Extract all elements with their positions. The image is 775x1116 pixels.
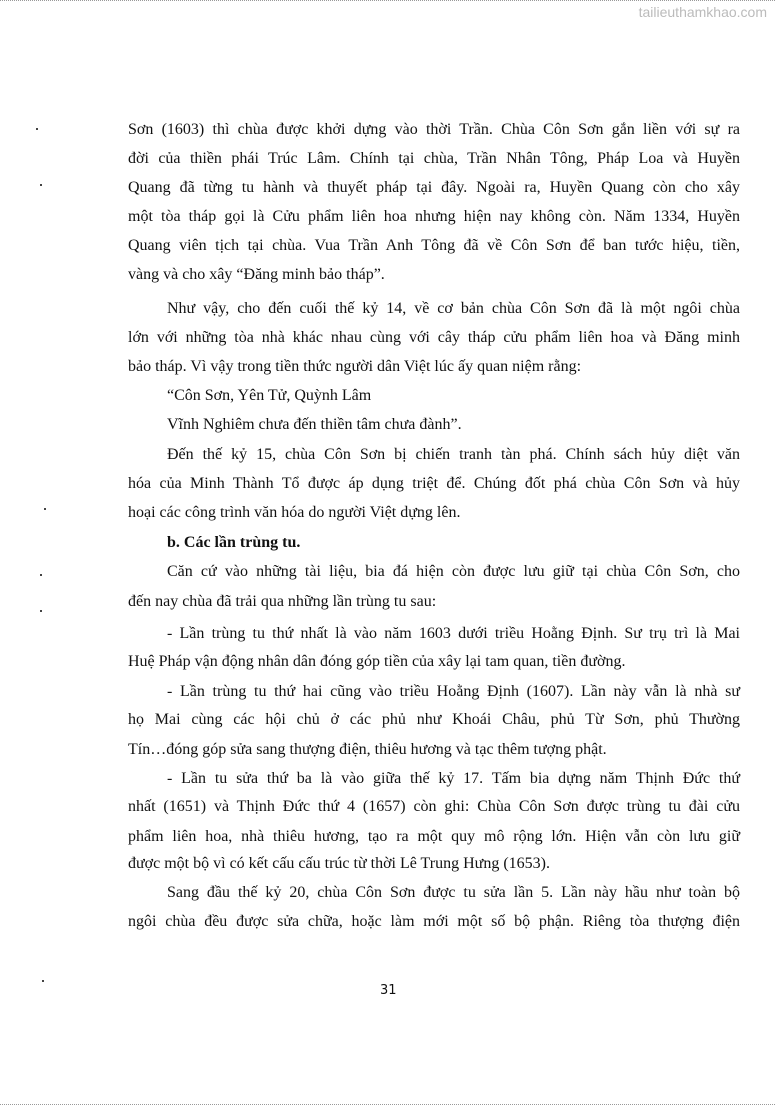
watermark: tailieuthamkhao.com <box>638 4 767 20</box>
text-line: Vĩnh Nghiêm chưa đến thiền tâm chưa đành”. <box>167 416 462 433</box>
text-line: đến nay chùa đã trải qua những lần trùng tu sau: <box>128 593 437 610</box>
scan-speck <box>42 980 44 982</box>
text-line: bảo tháp. Vì vậy trong tiền thức người dân Việt lúc ấy quan niệm rằng: <box>128 358 582 375</box>
text-line: Quang đã từng tu hành và thuyết pháp tại đây. Ngoài ra, Huyền Quang còn cho xây <box>128 179 740 196</box>
scan-speck <box>40 574 42 576</box>
scan-speck <box>36 128 38 130</box>
scan-speck <box>40 610 42 612</box>
text-line: họ Mai cùng các hội chủ ở các phủ như Khoái Châu, phủ Từ Sơn, phủ Thường <box>128 711 740 728</box>
text-line: phẩm liên hoa, nhà thiêu hương, tạo ra một quy mô rộng lớn. Hiện vẫn còn lưu giữ <box>128 828 740 845</box>
text-line: ngôi chùa đều được sửa chữa, hoặc làm mới một số bộ phận. Riêng tòa thượng điện <box>128 913 740 930</box>
text-line: Căn cứ vào những tài liệu, bia đá hiện còn được lưu giữ tại chùa Côn Sơn, cho <box>167 563 740 580</box>
text-line: Tín…đóng góp sửa sang thượng điện, thiêu hương và tạc thêm tượng phật. <box>128 741 607 758</box>
text-line: một tòa tháp gọi là Cửu phẩm liên hoa nhưng hiện nay không còn. Năm 1334, Huyền <box>128 208 740 225</box>
text-line: Sơn (1603) thì chùa được khởi dựng vào thời Trần. Chùa Côn Sơn gắn liền với sự ra <box>128 121 740 138</box>
section-heading: b. Các lần trùng tu. <box>167 534 301 551</box>
scan-speck <box>40 184 42 186</box>
text-line: - Lần trùng tu thứ nhất là vào năm 1603 dưới triều Hoằng Định. Sư trụ trì là Mai <box>167 625 740 642</box>
text-line: “Côn Sơn, Yên Tử, Quỳnh Lâm <box>167 387 372 404</box>
text-line: - Lần trùng tu thứ hai cũng vào triều Hoằng Định (1607). Lần này vẫn là nhà sư <box>167 683 740 700</box>
text-line: được một bộ vì có kết cấu cấu trúc từ thời Lê Trung Hưng (1653). <box>128 855 550 872</box>
text-line: lớn với những tòa nhà khác nhau cùng với cây tháp cửu phẩm liên hoa và Đăng minh <box>128 329 740 346</box>
text-line: hóa của Minh Thành Tổ được áp dụng triệt để. Chúng đốt phá chùa Côn Sơn và hủy <box>128 475 740 492</box>
scan-edge-bottom <box>0 1104 775 1113</box>
text-line: Huệ Pháp vận động nhân dân đóng góp tiền của xây lại tam quan, tiền đường. <box>128 653 626 670</box>
text-line: nhất (1651) và Thịnh Đức thứ 4 (1657) còn ghi: Chùa Côn Sơn được trùng tu đài cửu <box>128 798 740 815</box>
text-line: - Lần tu sửa thứ ba là vào giữa thế kỷ 17. Tấm bia dựng năm Thịnh Đức thứ <box>167 770 740 787</box>
text-line: vàng và cho xây “Đăng minh bảo tháp”. <box>128 266 385 283</box>
page-number: 31 <box>380 983 397 998</box>
scan-speck <box>44 508 46 510</box>
text-line: Quang viên tịch tại chùa. Vua Trần Anh Tông đã về Côn Sơn để ban tước hiệu, tiền, <box>128 237 740 254</box>
text-line: Sang đầu thế kỷ 20, chùa Côn Sơn được tu sửa lần 5. Lần này hầu như toàn bộ <box>167 884 740 901</box>
text-line: Như vậy, cho đến cuối thế kỷ 14, về cơ bản chùa Côn Sơn đã là một ngôi chùa <box>167 300 740 317</box>
text-line: hoại các công trình văn hóa do người Việt dựng lên. <box>128 504 461 521</box>
text-line: Đến thế kỷ 15, chùa Côn Sơn bị chiến tranh tàn phá. Chính sách hủy diệt văn <box>167 446 740 463</box>
text-line: đời của thiền phái Trúc Lâm. Chính tại chùa, Trần Nhân Tông, Pháp Loa và Huyền <box>128 150 740 167</box>
